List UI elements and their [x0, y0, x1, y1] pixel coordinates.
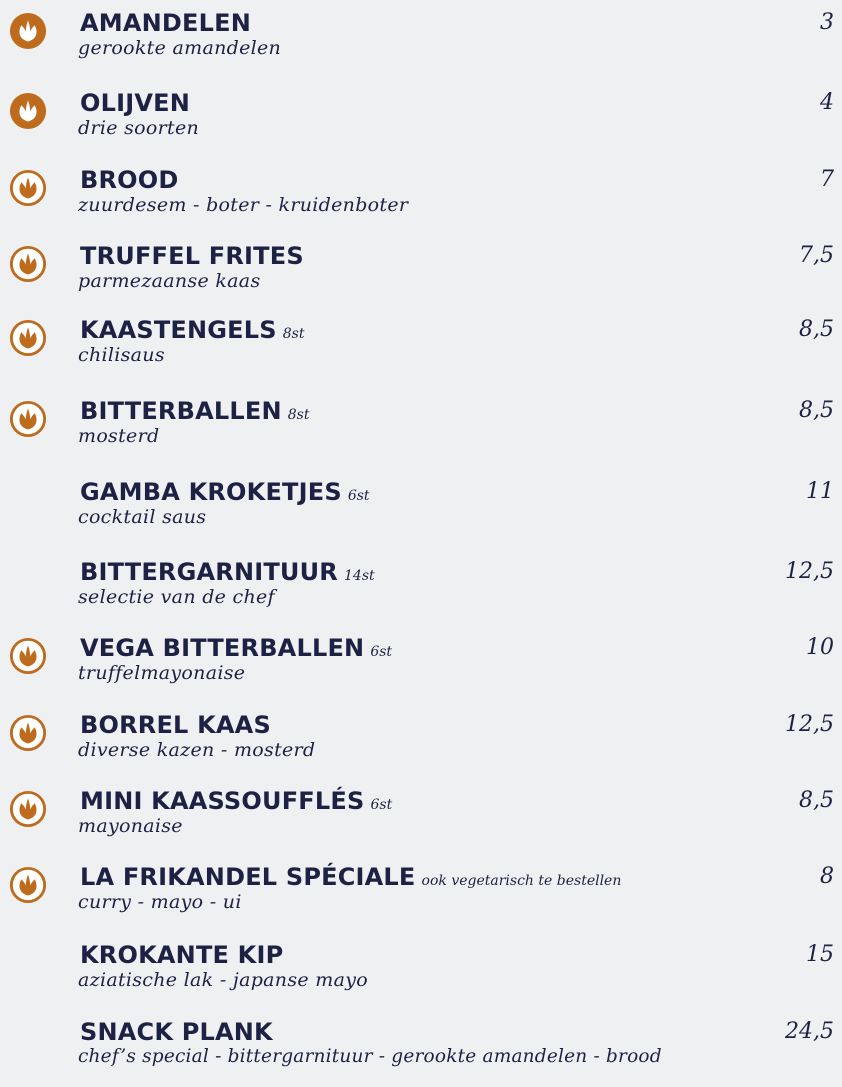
- menu-item-la-frikandel-speciale: [0, 862, 842, 932]
- item-name: BORREL KAAS: [80, 711, 271, 739]
- item-price: 11: [806, 479, 834, 504]
- vegan-leaf-icon: [9, 12, 47, 50]
- menu-item-mini-kaassouffles: [0, 786, 842, 856]
- item-description: chef’s special - bittergarnituur - gerookte amandelen - brood: [78, 1046, 662, 1067]
- item-price: 4: [820, 90, 834, 115]
- item-description: parmezaanse kaas: [78, 270, 261, 292]
- item-name: BROOD: [80, 166, 179, 194]
- item-description: selectie van de chef: [78, 586, 275, 608]
- item-name: BITTERGARNITUUR 14st: [80, 558, 375, 586]
- item-quantity: 8st: [287, 407, 310, 423]
- item-price: 7: [820, 167, 834, 192]
- item-description: aziatische lak - japanse mayo: [78, 969, 368, 991]
- item-name: OLIJVEN: [80, 89, 191, 117]
- item-quantity: 6st: [347, 488, 370, 504]
- menu-item-bitterballen: [0, 396, 842, 466]
- menu-item-olijven: [0, 88, 842, 158]
- menu-item-krokante-kip: [0, 940, 842, 1010]
- vegetarian-leaf-icon: [9, 714, 47, 752]
- menu-item-vega-bitterballen: [0, 633, 842, 703]
- item-description: mayonaise: [78, 815, 183, 837]
- item-price: 7,5: [799, 243, 834, 268]
- item-quantity: 6st: [370, 797, 393, 813]
- menu-item-snack-plank: [0, 1017, 842, 1087]
- item-name: GAMBA KROKETJES 6st: [80, 478, 370, 506]
- item-description: mosterd: [78, 425, 160, 447]
- menu-item-truffel-frites: [0, 241, 842, 311]
- vegetarian-leaf-icon: [9, 400, 47, 438]
- item-description: curry - mayo - ui: [78, 891, 242, 913]
- item-quantity: 6st: [370, 644, 393, 660]
- item-quantity: 8st: [282, 326, 305, 342]
- item-name: KROKANTE KIP: [80, 941, 284, 969]
- item-price: 10: [806, 635, 834, 660]
- item-name: VEGA BITTERBALLEN 6st: [80, 634, 393, 662]
- item-description: truffelmayonaise: [78, 662, 246, 684]
- item-name: KAASTENGELS 8st: [80, 316, 305, 344]
- item-description: zuurdesem - boter - kruidenboter: [78, 194, 409, 216]
- item-price: 8,5: [799, 788, 834, 813]
- item-name: TRUFFEL FRITES: [80, 242, 304, 270]
- item-name: LA FRIKANDEL SPÉCIALE ook vegetarisch te bestellen: [80, 863, 622, 891]
- item-price: 15: [806, 942, 834, 967]
- item-name: SNACK PLANK: [80, 1018, 273, 1046]
- item-description: cocktail saus: [78, 506, 207, 528]
- vegetarian-leaf-icon: [9, 866, 47, 904]
- vegetarian-leaf-icon: [9, 790, 47, 828]
- item-quantity: 14st: [344, 568, 375, 584]
- item-description: drie soorten: [78, 117, 200, 139]
- vegan-leaf-icon: [9, 92, 47, 130]
- menu-item-bittergarnituur: [0, 557, 842, 627]
- menu-item-gamba-kroketjes: [0, 477, 842, 547]
- item-description: diverse kazen - mosterd: [78, 739, 316, 761]
- item-name: MINI KAASSOUFFLÉS 6st: [80, 787, 393, 815]
- item-name: BITTERBALLEN 8st: [80, 397, 310, 425]
- item-price: 8,5: [799, 317, 834, 342]
- vegetarian-leaf-icon: [9, 169, 47, 207]
- item-description: chilisaus: [78, 344, 165, 366]
- vegetarian-leaf-icon: [9, 245, 47, 283]
- menu-item-amandelen: [0, 8, 842, 78]
- item-price: 8,5: [799, 398, 834, 423]
- item-price: 8: [820, 864, 834, 889]
- item-price: 12,5: [785, 712, 834, 737]
- item-name: AMANDELEN: [80, 9, 252, 37]
- item-price: 12,5: [785, 559, 834, 584]
- menu-item-kaastengels: [0, 315, 842, 385]
- item-note: ook vegetarisch te bestellen: [421, 873, 622, 889]
- item-price: 24,5: [785, 1019, 834, 1044]
- item-price: 3: [820, 10, 834, 35]
- vegetarian-leaf-icon: [9, 637, 47, 675]
- item-description: gerookte amandelen: [78, 37, 282, 59]
- menu-item-brood: [0, 165, 842, 235]
- menu-item-borrel-kaas: [0, 710, 842, 780]
- vegetarian-leaf-icon: [9, 319, 47, 357]
